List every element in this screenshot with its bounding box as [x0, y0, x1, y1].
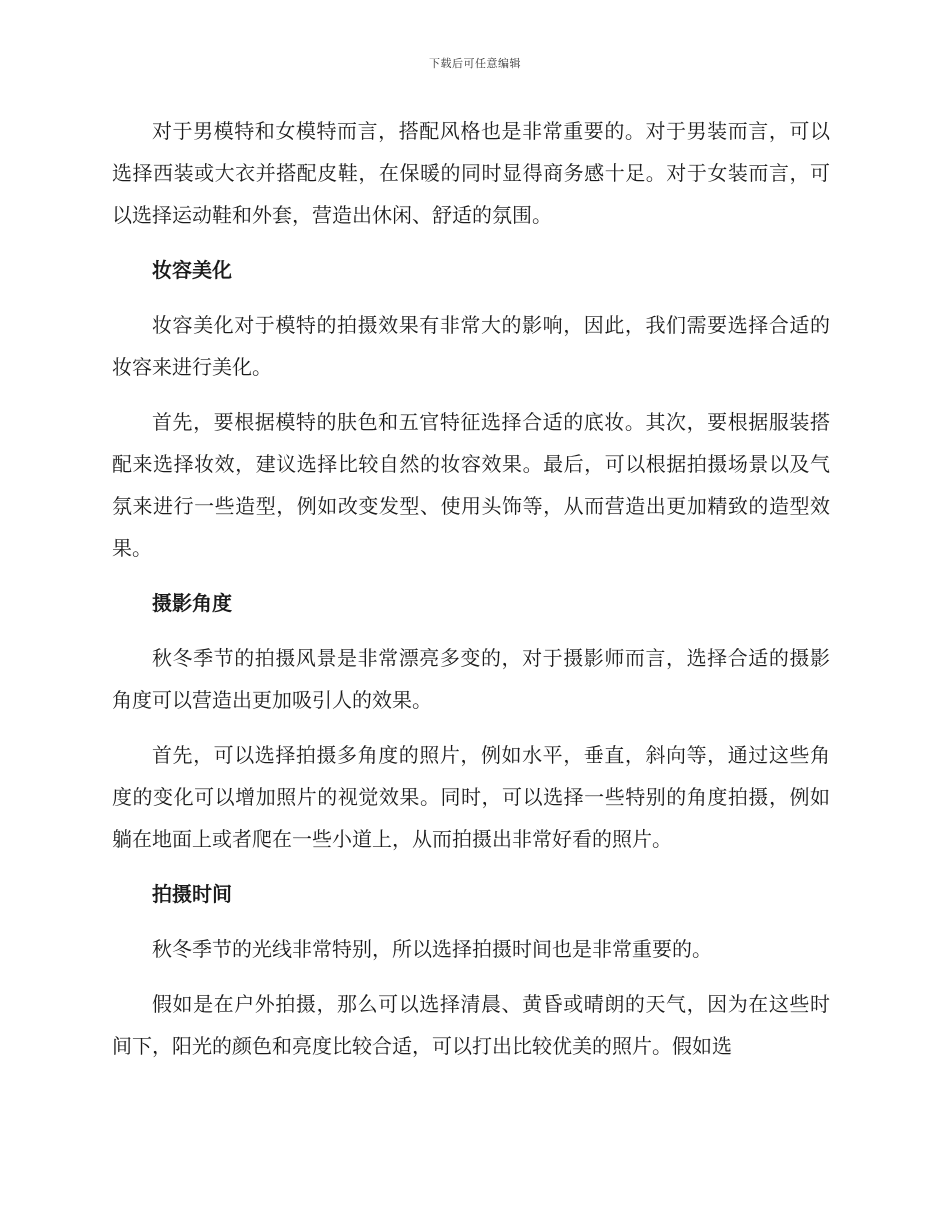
- paragraph-angle-intro: 秋冬季节的拍摄风景是非常漂亮多变的，对于摄影师而言，选择合适的摄影角度可以营造出更加吸引人的效果。: [112, 646, 830, 712]
- paragraph-time-outdoor: 假如是在户外拍摄，那么可以选择清晨、黄昏或晴朗的天气，因为在这些时间下，阳光的颜色和亮度比较合适，可以打出比较优美的照片。假如选: [112, 992, 830, 1058]
- paragraph-makeup-steps: 首先，要根据模特的肤色和五官特征选择合适的底妆。其次，要根据服装搭配来选择妆效，建议选择比较自然的妆容效果。最后，可以根据拍摄场景以及气氛来进行一些造型，例如改变发型、使用头饰等，从而营造出更加精致的造型效果。: [112, 410, 830, 560]
- paragraph-time-intro: 秋冬季节的光线非常特别，所以选择拍摄时间也是非常重要的。: [152, 937, 712, 961]
- section-heading-time: 拍摄时间: [152, 882, 232, 906]
- section-heading-makeup: 妆容美化: [152, 258, 232, 282]
- page-header: 下载后可任意编辑: [429, 57, 521, 70]
- paragraph-angle-steps: 首先，可以选择拍摄多角度的照片，例如水平，垂直，斜向等，通过这些角度的变化可以增加照片的视觉效果。同时，可以选择一些特别的角度拍摄，例如躺在地面上或者爬在一些小道上，从而拍摄出非常好看的照片。: [112, 743, 830, 851]
- document-body: [112, 110, 830, 1080]
- paragraph-styling: 对于男模特和女模特而言，搭配风格也是非常重要的。对于男装而言，可以选择西装或大衣并搭配皮鞋，在保暖的同时显得商务感十足。对于女装而言，可以选择运动鞋和外套，营造出休闲、舒适的氛围。: [112, 119, 830, 227]
- section-heading-angle: 摄影角度: [152, 591, 232, 615]
- paragraph-makeup-intro: 妆容美化对于模特的拍摄效果有非常大的影响，因此，我们需要选择合适的妆容来进行美化。: [112, 313, 830, 379]
